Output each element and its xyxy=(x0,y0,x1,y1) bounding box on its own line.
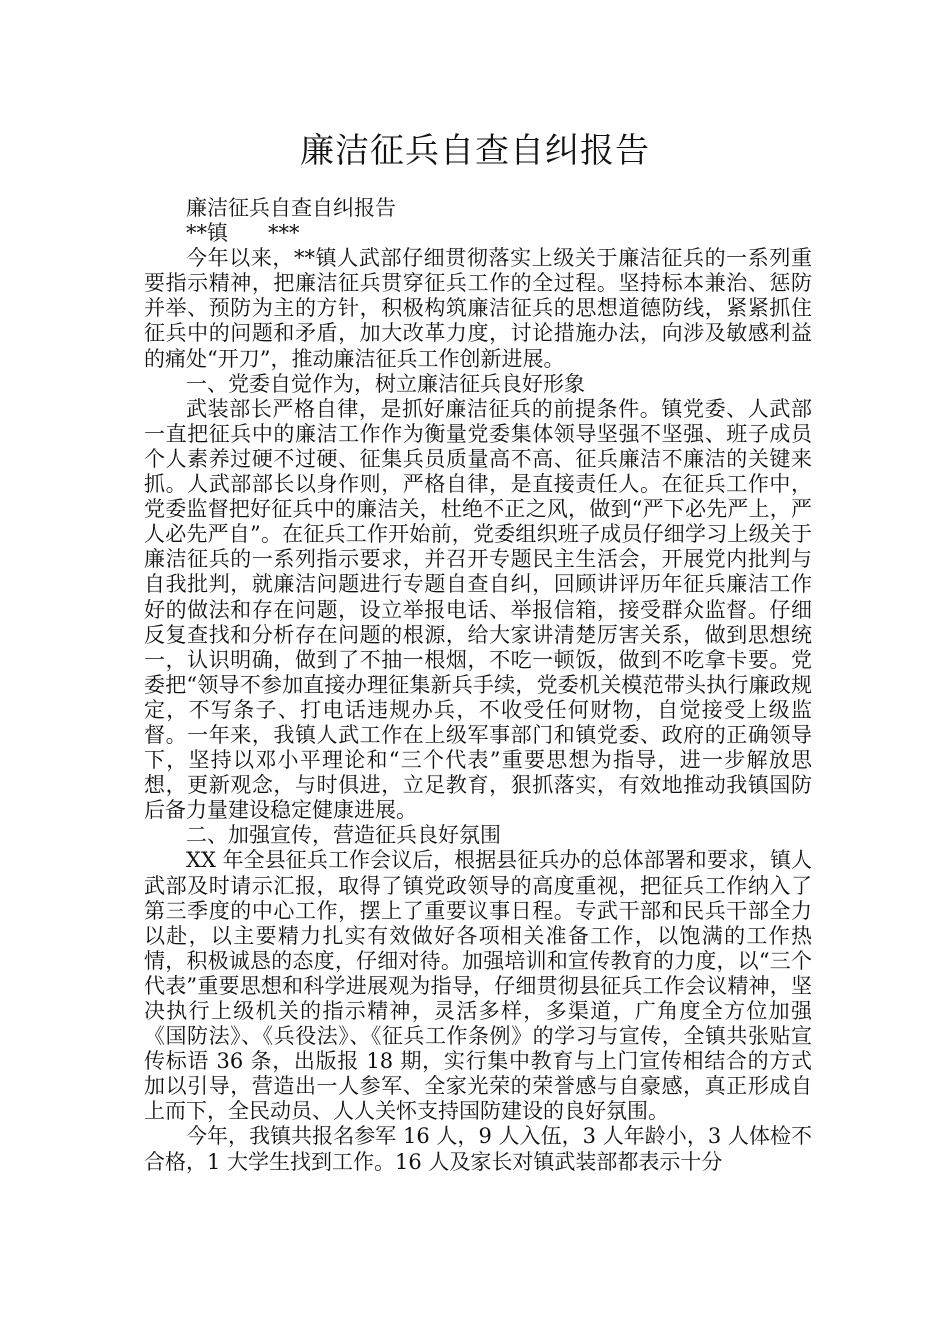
document-byline: **镇 *** xyxy=(186,221,300,246)
paragraph-section-2: XX 年全县征兵工作会议后，根据县征兵办的总体部署和要求，镇人武部及时请示汇报，取得了镇党政领导的高度重视，把征兵工作纳入了第三季度的中心工作，摆上了重要议事日程。专武干部和民兵干部全力以赴，以主要精力扎实有效做好各项相关准备工作，以饱满的工作热情，积极诚恳的态度，仔细对待。加强培训和宣传教育的力度，以“三个代表”重要思想和科学进展观为指导，仔细贯彻县征兵工作会议精神，坚决执行上级机关的指示精神，灵活多样，多渠道，广角度全方位加强《国防法》、《兵役法》、《征兵工作条例》的学习与宣传，全镇共张贴宣传标语 36 条，出版报 18 期，实行集中教育与上门宣传相结合的方式加以引导，营造出一人参军、全家光荣的荣誉感与自豪感，真正形成自上而下，全民动员、人人关怀支持国防建设的良好氛围。 xyxy=(144,848,812,1124)
paragraph-section-1: 武装部长严格自律，是抓好廉洁征兵的前提条件。镇党委、人武部一直把征兵中的廉洁工作作为衡量党委集体领导坚强不坚强、班子成员个人素养过硬不过硬、征集兵员质量高不高、征兵廉洁不廉洁的关键来抓。人武部部长以身作则，严格自律，是直接责任人。在征兵工作中，党委监督把好征兵中的廉洁关，杜绝不正之风，做到“严下必先严上，严人必先严自”。在征兵工作开始前，党委组织班子成员仔细学习上级关于廉洁征兵的一系列指示要求，并召开专题民主生活会，开展党内批判与自我批判，就廉洁问题进行专题自查自纠，回顾讲评历年征兵廉洁工作好的做法和存在问题，设立举报电话、举报信箱，接受群众监督。仔细反复查找和分析存在问题的根源，给大家讲清楚厉害关系，做到思想统一，认识明确，做到了不抽一根烟，不吃一顿饭，做到不吃拿卡要。党委把“领导不参加直接办理征集新兵手续，党委机关模范带头执行廉政规定，不写条子、打电话违规办兵，不收受任何财物，自觉接受上级监督。一年来，我镇人武工作在上级军事部门和镇党委、政府的正确领导下，坚持以邓小平理论和“三个代表”重要思想为指导，进一步解放思想，更新观念，与时俱进，立足教育，狠抓落实，有效地推动我镇国防后备力量建设稳定健康进展。 xyxy=(144,396,812,823)
paragraph-enlistment-summary: 今年，我镇共报名参军 16 人，9 人入伍，3 人年龄小，3 人体检不合格，1 大学生找到工作。16 人及家长对镇武装部都表示十分 xyxy=(144,1124,812,1174)
document-subtitle: 廉洁征兵自查自纠报告 xyxy=(186,196,396,220)
paragraph-intro: 今年以来，**镇人武部仔细贯彻落实上级关于廉洁征兵的一系列重要指示精神，把廉洁征兵贯穿征兵工作的全过程。坚持标本兼治、惩防并举、预防为主的方针，积极构筑廉洁征兵的思想道德防线，紧紧抓住征兵中的问题和矛盾，加大改革力度，讨论措施办法，向涉及敏感利益的痛处“开刀”，推动廉洁征兵工作创新进展。 xyxy=(144,246,812,371)
document-title: 廉洁征兵自查自纠报告 xyxy=(300,131,650,171)
document-body xyxy=(144,196,812,1175)
section-heading-2: 二、加强宣传，营造征兵良好氛围 xyxy=(186,823,501,848)
section-heading-1: 一、党委自觉作为，树立廉洁征兵良好形象 xyxy=(186,371,585,396)
